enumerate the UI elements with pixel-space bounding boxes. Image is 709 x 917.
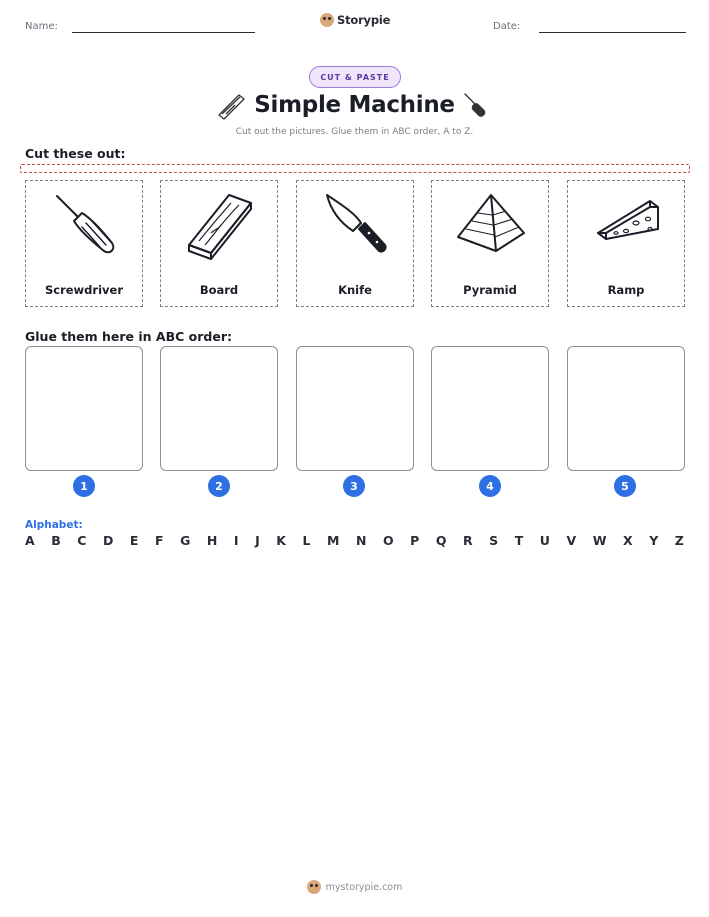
page-title: Simple Machine: [254, 92, 455, 118]
order-number-badge: 5: [614, 475, 636, 497]
alphabet-letter: U: [539, 533, 550, 548]
knife-icon: [321, 189, 391, 265]
card-label: Board: [199, 283, 239, 297]
alphabet-letter: A: [25, 533, 35, 548]
alphabet-letter: J: [255, 533, 260, 548]
alphabet-heading: Alphabet:: [25, 519, 83, 531]
pyramid-icon: [456, 189, 526, 265]
mascot-icon: [307, 880, 321, 894]
alphabet-letter: W: [592, 533, 607, 548]
ramp-icon: [592, 189, 662, 265]
mascot-icon: [320, 13, 334, 27]
cut-paste-badge: CUT & PASTE: [309, 66, 401, 88]
alphabet-letter: N: [355, 533, 367, 548]
order-number-badge: 2: [208, 475, 230, 497]
alphabet-letter: G: [180, 533, 191, 548]
board-icon: [185, 189, 255, 265]
glue-box-2[interactable]: [160, 346, 278, 471]
footer: [0, 880, 709, 894]
order-number-badge: 3: [343, 475, 365, 497]
date-label: Date:: [493, 21, 521, 32]
glue-box-4[interactable]: [431, 346, 549, 471]
alphabet-letter: F: [155, 533, 164, 548]
brand-name: Storypie: [337, 13, 391, 27]
cut-card-ramp[interactable]: [567, 180, 685, 307]
alphabet-letter: T: [514, 533, 524, 548]
alphabet-letter: K: [276, 533, 286, 548]
cut-card-pyramid[interactable]: [431, 180, 549, 307]
name-line[interactable]: [72, 32, 255, 33]
alphabet-letter: L: [302, 533, 311, 548]
order-number-badge: 1: [73, 475, 95, 497]
cut-line: [20, 164, 690, 173]
name-label: Name:: [25, 21, 58, 32]
instructions: Cut out the pictures. Glue them in ABC order, A to Z.: [235, 127, 474, 137]
card-label: Knife: [338, 283, 372, 297]
cut-card-board[interactable]: [160, 180, 278, 307]
alphabet-letter: Z: [674, 533, 684, 548]
card-label: Screwdriver: [44, 283, 123, 297]
alphabet-letter: S: [489, 533, 499, 548]
screwdriver-icon: [50, 189, 120, 265]
card-label: Pyramid: [463, 283, 517, 297]
brand-logo: [320, 13, 390, 27]
glue-heading: Glue them here in ABC order:: [25, 329, 232, 344]
alphabet-letter: Q: [435, 533, 447, 548]
glue-box-3[interactable]: [296, 346, 414, 471]
cut-heading: Cut these out:: [25, 146, 126, 161]
alphabet-letter: V: [566, 533, 577, 548]
alphabet-letter: M: [326, 533, 340, 548]
glue-box-5[interactable]: [567, 346, 685, 471]
alphabet-letter: D: [103, 533, 114, 548]
card-label: Ramp: [607, 283, 645, 297]
alphabet-letter: R: [463, 533, 473, 548]
cut-card-knife[interactable]: [296, 180, 414, 307]
alphabet-letter: E: [129, 533, 139, 548]
date-line[interactable]: [539, 32, 686, 33]
alphabet-row: [25, 533, 684, 548]
screwdriver-deco-icon: [461, 90, 493, 122]
cut-card-screwdriver[interactable]: [25, 180, 143, 307]
alphabet-letter: O: [382, 533, 394, 548]
alphabet-letter: X: [623, 533, 633, 548]
order-number-badge: 4: [479, 475, 501, 497]
footer-url[interactable]: mystorypie.com: [325, 881, 403, 893]
alphabet-letter: H: [206, 533, 218, 548]
alphabet-letter: P: [410, 533, 420, 548]
glue-box-1[interactable]: [25, 346, 143, 471]
alphabet-letter: Y: [649, 533, 659, 548]
alphabet-letter: B: [51, 533, 61, 548]
alphabet-letter: C: [77, 533, 87, 548]
alphabet-letter: I: [233, 533, 239, 548]
